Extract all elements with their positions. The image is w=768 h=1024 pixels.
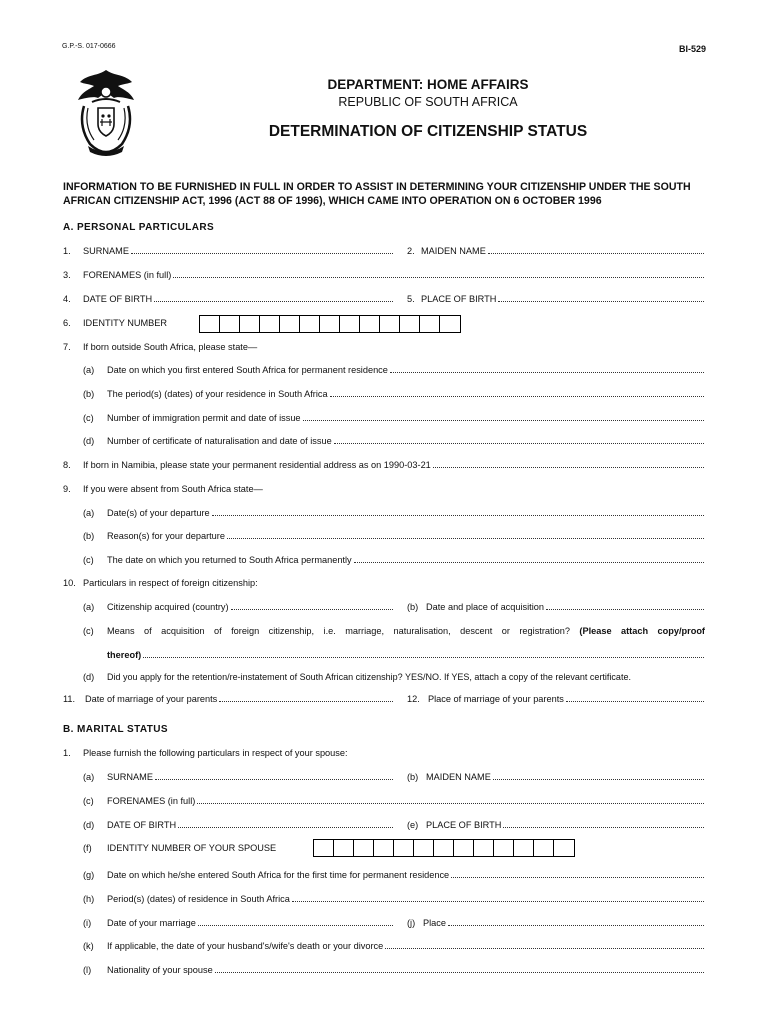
sub-item-mark: (c) [83, 796, 94, 806]
input-line[interactable] [154, 300, 393, 302]
digit-box[interactable] [200, 316, 220, 332]
input-line[interactable] [493, 778, 704, 780]
forenames-label: FORENAMES (in full) [83, 270, 172, 280]
spouse-nationality-field[interactable] [107, 965, 704, 975]
naturalisation-cert-label: Number of certificate of naturalisation and date of issue [107, 436, 332, 446]
departure-date-field[interactable] [107, 508, 704, 518]
digit-box[interactable] [474, 840, 494, 856]
input-line[interactable] [131, 252, 393, 254]
input-line[interactable] [390, 371, 704, 373]
form-code-left: G.P.-S. 017-0666 [62, 43, 116, 50]
citizenship-country-label: Citizenship acquired (country) [107, 602, 229, 612]
digit-box[interactable] [454, 840, 474, 856]
item-number: 12. [407, 694, 420, 704]
item-number: 3. [63, 270, 71, 280]
section-b-heading: B. MARITAL STATUS [63, 724, 168, 735]
sub-item-mark: (a) [83, 772, 95, 782]
sub-item-mark: (b) [83, 531, 95, 541]
coat-of-arms-icon [70, 66, 142, 158]
retention-question: Did you apply for the retention/re-instatement of South African citizenship? YES/NO. If YES, attach a copy of the relevant certificate. [107, 672, 631, 682]
identity-number-boxes[interactable] [199, 315, 461, 333]
spouse-entry-date-label: Date on which he/she entered South Africa for the first time for permanent residence [107, 870, 450, 880]
republic-heading: REPUBLIC OF SOUTH AFRICA [338, 95, 518, 109]
sub-item-mark: (j) [407, 918, 416, 928]
item-number: 4. [63, 294, 71, 304]
input-line[interactable] [212, 514, 704, 516]
digit-box[interactable] [434, 840, 454, 856]
parents-marriage-date-field[interactable] [85, 694, 393, 704]
spouse-dob-field[interactable] [107, 820, 393, 830]
date-of-birth-field[interactable] [83, 294, 393, 304]
spouse-pob-field[interactable] [426, 820, 704, 830]
sub-item-mark: (d) [83, 820, 95, 830]
input-line[interactable] [197, 802, 704, 804]
acquisition-means-text [107, 626, 705, 636]
spouse-maiden-name-field[interactable] [426, 772, 704, 782]
item-number: 2. [407, 246, 415, 256]
surname-label: SURNAME [83, 246, 129, 256]
foreign-citizenship-label: Particulars in respect of foreign citizenship: [83, 578, 258, 588]
sub-item-mark: (k) [83, 941, 94, 951]
departure-reason-label: Reason(s) for your departure [107, 531, 225, 541]
input-line[interactable] [498, 300, 704, 302]
input-line[interactable] [178, 826, 393, 828]
marriage-place-field[interactable] [423, 918, 704, 928]
death-divorce-date-label: If applicable, the date of your husband's/wife's death or your divorce [107, 941, 384, 951]
digit-box[interactable] [380, 316, 400, 332]
input-line[interactable] [215, 971, 704, 973]
marriage-date-field[interactable] [107, 918, 393, 928]
department-heading: DEPARTMENT: HOME AFFAIRS [327, 77, 529, 92]
input-line[interactable] [354, 561, 704, 563]
first-entry-date-label: Date on which you first entered South Africa for permanent residence [107, 365, 388, 375]
item-number: 8. [63, 460, 71, 470]
input-line[interactable] [385, 947, 704, 949]
input-line[interactable] [198, 924, 393, 926]
sub-item-mark: (c) [83, 413, 94, 423]
surname-field[interactable] [83, 246, 393, 256]
maiden-name-label: MAIDEN NAME [421, 246, 486, 256]
departure-reason-field[interactable] [107, 531, 704, 541]
input-line[interactable] [155, 778, 393, 780]
sub-item-mark: (a) [83, 365, 95, 375]
sub-item-mark: (f) [83, 843, 92, 853]
forenames-field[interactable] [83, 270, 704, 280]
spouse-id-label: IDENTITY NUMBER OF YOUR SPOUSE [107, 843, 277, 853]
namibia-address-field[interactable] [83, 460, 704, 470]
digit-box[interactable] [314, 840, 334, 856]
sub-item-mark: (c) [83, 626, 94, 636]
form-title: DETERMINATION OF CITIZENSHIP STATUS [268, 123, 588, 140]
spouse-particulars-label: Please furnish the following particulars in respect of your spouse: [83, 748, 348, 758]
spouse-nationality-label: Nationality of your spouse [107, 965, 213, 975]
spouse-forenames-field[interactable] [107, 796, 704, 806]
acquisition-date-place-field[interactable] [426, 602, 704, 612]
input-line[interactable] [566, 700, 704, 702]
digit-box[interactable] [554, 840, 574, 856]
input-line[interactable] [546, 608, 704, 610]
input-line[interactable] [330, 395, 704, 397]
input-line[interactable] [334, 442, 704, 444]
sub-item-mark: (d) [83, 436, 95, 446]
sub-item-mark: (b) [407, 772, 419, 782]
sub-item-mark: (d) [83, 672, 95, 682]
digit-box[interactable] [360, 316, 380, 332]
digit-box[interactable] [414, 840, 434, 856]
return-date-label: The date on which you returned to South Africa permanently [107, 555, 352, 565]
sub-item-mark: (c) [83, 555, 94, 565]
identity-number-label: IDENTITY NUMBER [83, 318, 168, 328]
sub-item-mark: (b) [83, 389, 95, 399]
first-entry-date-field[interactable] [107, 365, 704, 375]
digit-box[interactable] [440, 316, 460, 332]
acquisition-date-place-label: Date and place of acquisition [426, 602, 544, 612]
item-number: 1. [63, 748, 71, 758]
naturalisation-cert-field[interactable] [107, 436, 704, 446]
immigration-permit-field[interactable] [107, 413, 704, 423]
input-line[interactable] [231, 608, 393, 610]
digit-box[interactable] [374, 840, 394, 856]
input-line[interactable] [433, 466, 704, 468]
spouse-maiden-name-label: MAIDEN NAME [426, 772, 491, 782]
spouse-pob-label: PLACE OF BIRTH [426, 820, 502, 830]
digit-box[interactable] [240, 316, 260, 332]
acquisition-means-label: Means of acquisition of foreign citizenship, i.e. marriage, naturalisation, descent or registration? [107, 626, 570, 636]
digit-box[interactable] [340, 316, 360, 332]
date-of-birth-label: DATE OF BIRTH [83, 294, 153, 304]
spouse-residence-period-field[interactable] [107, 894, 704, 904]
marriage-date-label: Date of your marriage [107, 918, 196, 928]
return-date-field[interactable] [107, 555, 704, 565]
parents-marriage-date-label: Date of marriage of your parents [85, 694, 218, 704]
digit-box[interactable] [534, 840, 554, 856]
input-line[interactable] [503, 826, 704, 828]
digit-box[interactable] [354, 840, 374, 856]
spouse-id-boxes[interactable] [313, 839, 575, 857]
spouse-entry-date-field[interactable] [107, 870, 704, 880]
born-outside-label: If born outside South Africa, please state— [83, 342, 258, 352]
sub-item-mark: (b) [407, 602, 419, 612]
digit-box[interactable] [514, 840, 534, 856]
digit-box[interactable] [494, 840, 514, 856]
form-code-right: BI-529 [678, 44, 706, 54]
namibia-address-label: If born in Namibia, please state your permanent residential address as on 1990-03-21 [83, 460, 431, 470]
death-divorce-date-field[interactable] [107, 941, 704, 951]
digit-box[interactable] [334, 840, 354, 856]
spouse-surname-field[interactable] [107, 772, 393, 782]
input-line[interactable] [448, 924, 704, 926]
sub-item-mark: (i) [83, 918, 92, 928]
sub-item-mark: (e) [407, 820, 419, 830]
item-number: 1. [63, 246, 71, 256]
input-line[interactable] [227, 537, 704, 539]
digit-box[interactable] [320, 316, 340, 332]
spouse-dob-label: DATE OF BIRTH [107, 820, 177, 830]
spouse-surname-label: SURNAME [107, 772, 153, 782]
departure-date-label: Date(s) of your departure [107, 508, 210, 518]
item-number: 6. [63, 318, 71, 328]
residence-period-field[interactable] [107, 389, 704, 399]
attach-proof-note-cont: thereof) [107, 650, 142, 660]
digit-box[interactable] [400, 316, 420, 332]
digit-box[interactable] [220, 316, 240, 332]
citizenship-country-field[interactable] [107, 602, 393, 612]
section-a-heading: A. PERSONAL PARTICULARS [63, 222, 215, 233]
input-line[interactable] [488, 252, 704, 254]
absent-label: If you were absent from South Africa state— [83, 484, 263, 494]
spouse-residence-period-label: Period(s) (dates) of residence in South Africa [107, 894, 290, 904]
spouse-forenames-label: FORENAMES (in full) [107, 796, 196, 806]
digit-box[interactable] [260, 316, 280, 332]
sub-item-mark: (l) [83, 965, 92, 975]
sub-item-mark: (g) [83, 870, 95, 880]
input-line[interactable] [219, 700, 393, 702]
maiden-name-field[interactable] [421, 246, 704, 256]
item-number: 10. [63, 578, 76, 588]
input-line[interactable] [451, 876, 704, 878]
parents-marriage-place-label: Place of marriage of your parents [428, 694, 564, 704]
digit-box[interactable] [420, 316, 440, 332]
input-line[interactable] [143, 656, 704, 658]
digit-box[interactable] [394, 840, 414, 856]
item-number: 9. [63, 484, 71, 494]
sub-item-mark: (a) [83, 508, 95, 518]
item-number: 5. [407, 294, 415, 304]
item-number: 11. [63, 694, 76, 704]
sub-item-mark: (a) [83, 602, 95, 612]
intro-text: INFORMATION TO BE FURNISHED IN FULL IN ORDER TO ASSIST IN DETERMINING YOUR CITIZENSHIP UNDER THE SOUTH AFRICAN CITIZENSHIP ACT, 1996 (ACT 88 OF 1996), WHICH CAME INTO OPERATION ON 6 OCTOBER 1996 [63, 181, 691, 207]
digit-box[interactable] [300, 316, 320, 332]
place-of-birth-label: PLACE OF BIRTH [421, 294, 497, 304]
place-of-birth-field[interactable] [421, 294, 704, 304]
acquisition-means-field[interactable] [107, 650, 704, 660]
input-line[interactable] [173, 276, 704, 278]
digit-box[interactable] [280, 316, 300, 332]
residence-period-label: The period(s) (dates) of your residence in South Africa [107, 389, 328, 399]
attach-proof-note: (Please attach copy/proof [579, 626, 705, 636]
input-line[interactable] [303, 419, 704, 421]
sub-item-mark: (h) [83, 894, 95, 904]
item-number: 7. [63, 342, 71, 352]
marriage-place-label: Place [423, 918, 446, 928]
immigration-permit-label: Number of immigration permit and date of issue [107, 413, 301, 423]
input-line[interactable] [292, 900, 704, 902]
parents-marriage-place-field[interactable] [428, 694, 704, 704]
